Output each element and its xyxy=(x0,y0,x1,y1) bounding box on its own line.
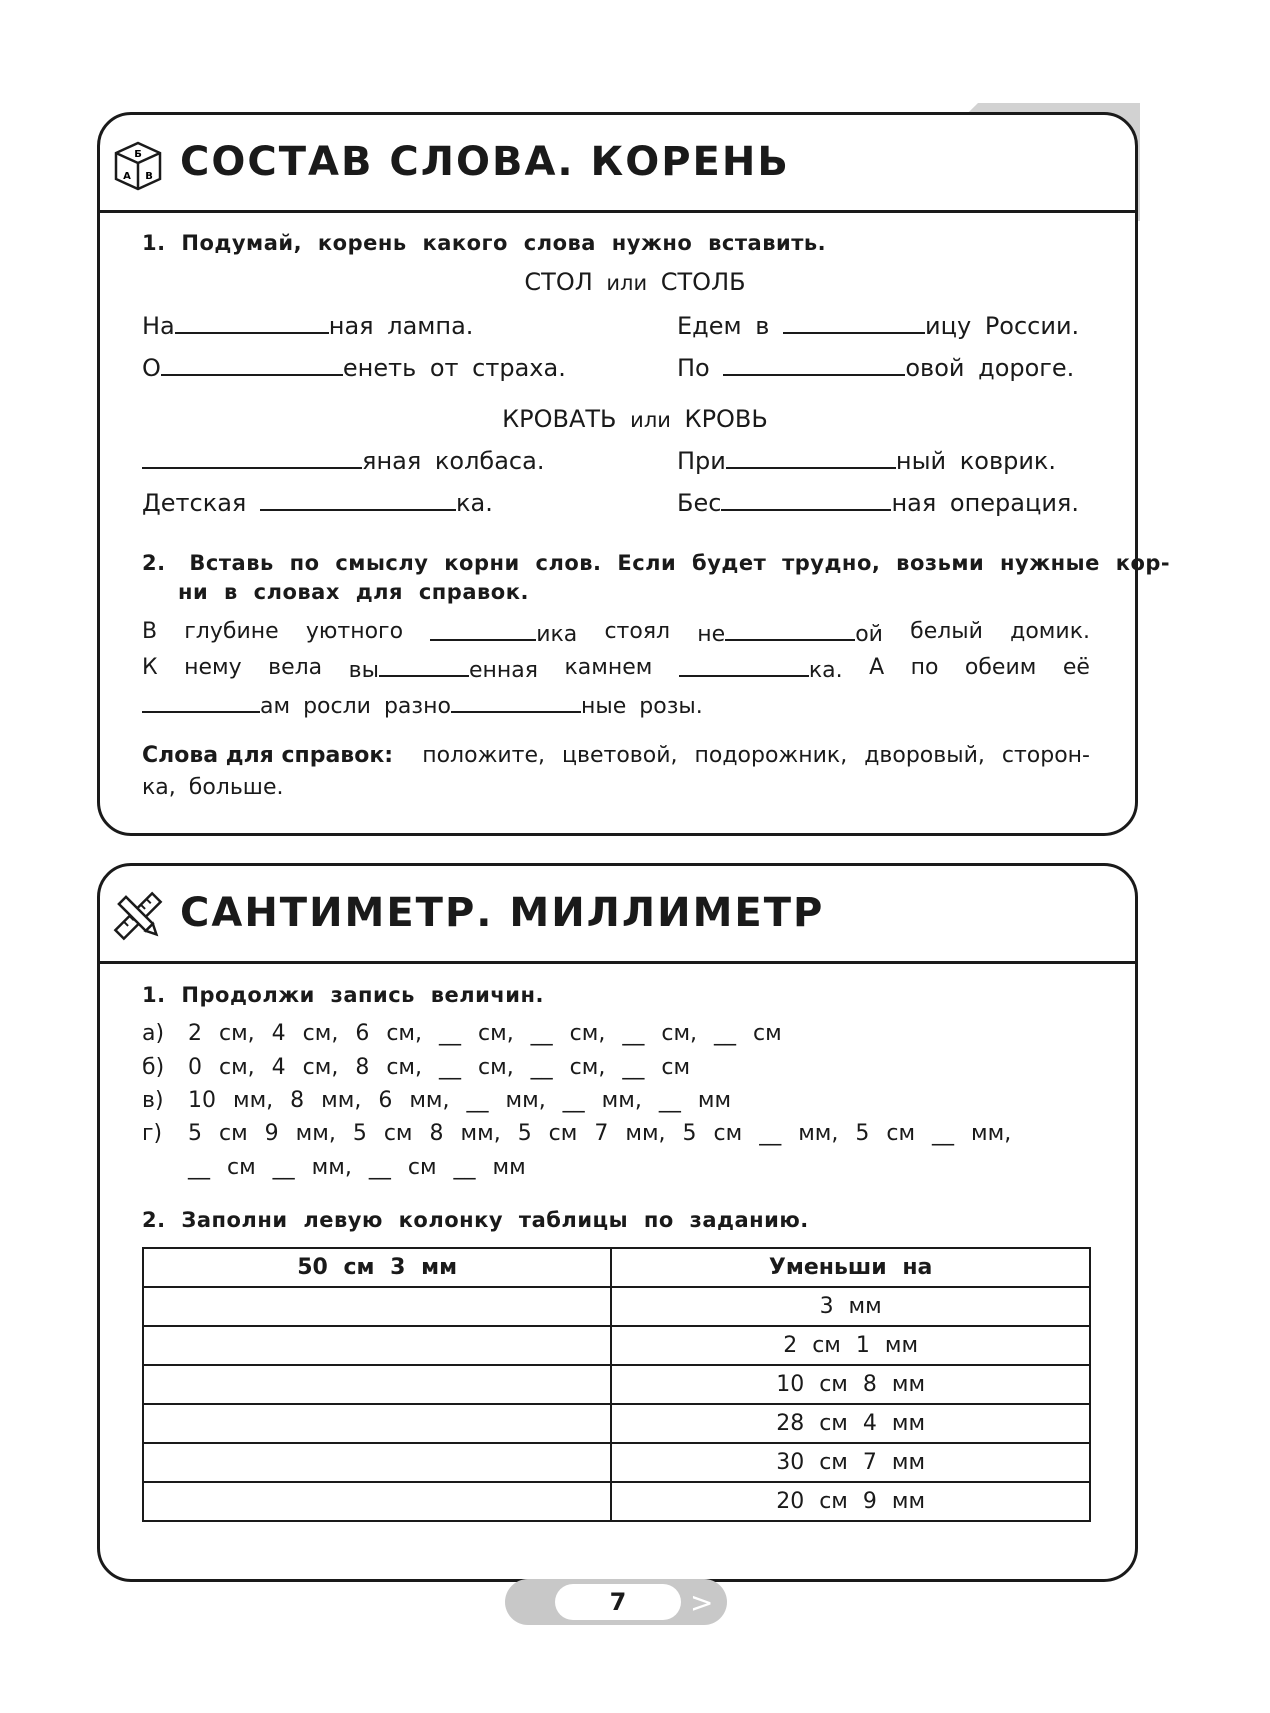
blank[interactable] xyxy=(379,655,469,677)
section-header xyxy=(100,115,1135,213)
header-start-value: 50 см 3 мм xyxy=(143,1248,611,1287)
word-a: КРОВАТЬ xyxy=(502,405,617,433)
reference-label: Слова для справок: xyxy=(142,743,394,768)
blank[interactable] xyxy=(679,655,809,677)
task-number: 2. xyxy=(142,551,166,575)
word-b: СТОЛБ xyxy=(660,268,746,296)
task-text: Продолжи запись величин. xyxy=(181,983,545,1007)
svg-text:А: А xyxy=(123,171,131,182)
task-number: 2. xyxy=(142,1208,166,1232)
text-line-1: В глубине уютного ика стоял не ой белый домик. xyxy=(142,619,1090,647)
table-row xyxy=(143,1443,1090,1482)
blank[interactable] xyxy=(430,619,536,641)
blank[interactable] xyxy=(723,354,905,376)
sequence-row-a: а) 2 см, 4 см, 6 см, __ см, __ см, __ см, __ см xyxy=(142,1021,782,1046)
answer-cell[interactable] xyxy=(143,1287,611,1326)
answer-cell[interactable] xyxy=(143,1365,611,1404)
answer-cell[interactable] xyxy=(143,1482,611,1521)
blank[interactable] xyxy=(726,447,896,469)
fill-line: яная колбаса. xyxy=(142,447,544,475)
task-1-title xyxy=(142,231,826,255)
sequence-row-c: в) 10 мм, 8 мм, 6 мм, __ мм, __ мм, __ мм xyxy=(142,1088,732,1113)
fill-line: О енеть от страха. xyxy=(142,354,566,382)
word-or: или xyxy=(606,271,648,295)
word-pair-2 xyxy=(0,405,1270,433)
word-b: КРОВЬ xyxy=(684,405,768,433)
table-row xyxy=(143,1482,1090,1521)
answer-cell[interactable] xyxy=(143,1443,611,1482)
table-header-row xyxy=(143,1248,1090,1287)
task-number: 1. xyxy=(142,983,166,1007)
word-pair-1 xyxy=(0,268,1270,296)
fill-line: По овой дороге. xyxy=(677,354,1075,382)
fill-line: Едем в ицу России. xyxy=(677,312,1080,340)
svg-text:Б: Б xyxy=(134,149,142,160)
task-1-title xyxy=(142,983,544,1007)
task-2-title xyxy=(142,1208,809,1232)
page-number: 7 xyxy=(555,1584,681,1620)
task-number: 1. xyxy=(142,231,166,255)
word-or: или xyxy=(630,408,671,432)
table-row xyxy=(143,1365,1090,1404)
table-row xyxy=(143,1287,1090,1326)
answer-cell[interactable] xyxy=(143,1326,611,1365)
letter-cube-icon xyxy=(110,137,166,193)
task-text: Вставь по смыслу корни слов. Если будет трудно, возьми нужные кор- xyxy=(189,551,1171,575)
decrease-cell: 30 см 7 мм xyxy=(611,1443,1090,1482)
svg-text:В: В xyxy=(145,171,153,182)
reference-text: положите, цветовой, подорожник, дворовый, сторон- xyxy=(422,743,1090,768)
task-2-title-cont: ни в словах для справок. xyxy=(178,580,529,604)
sequence-row-d: г) 5 см 9 мм, 5 см 8 мм, 5 см 7 мм, 5 см __ мм, 5 см __ мм, xyxy=(142,1121,1012,1146)
ruler-pencil-icon xyxy=(110,888,166,944)
table-row xyxy=(143,1404,1090,1443)
blank[interactable] xyxy=(161,354,343,376)
section-title: САНТИМЕТР. МИЛЛИМЕТР xyxy=(180,890,825,936)
decrease-cell: 2 см 1 мм xyxy=(611,1326,1090,1365)
task-text: Заполни левую колонку таблицы по заданию. xyxy=(181,1208,809,1232)
next-page-arrow-icon[interactable]: > xyxy=(690,1586,714,1619)
blank[interactable] xyxy=(451,691,581,713)
task-text: Подумай, корень какого слова нужно вставить. xyxy=(181,231,827,255)
reference-text-cont: ка, больше. xyxy=(142,775,284,800)
decrease-cell: 28 см 4 мм xyxy=(611,1404,1090,1443)
answer-cell[interactable] xyxy=(143,1404,611,1443)
header-decrease: Уменьши на xyxy=(611,1248,1090,1287)
task-2-title xyxy=(142,551,1170,575)
fill-line: Детская ка. xyxy=(142,489,493,517)
measurement-table xyxy=(142,1247,1091,1522)
sequence-row-b: б) 0 см, 4 см, 8 см, __ см, __ см, __ см xyxy=(142,1055,691,1080)
blank[interactable] xyxy=(142,447,362,469)
reference-words xyxy=(142,743,1090,768)
blank[interactable] xyxy=(142,691,260,713)
blank[interactable] xyxy=(260,489,456,511)
text-line-2: К нему вела вы енная камнем ка. А по обеим её xyxy=(142,655,1090,683)
word-a: СТОЛ xyxy=(524,268,593,296)
section-title: СОСТАВ СЛОВА. КОРЕНЬ xyxy=(180,139,790,185)
fill-line: При ный коврик. xyxy=(677,447,1057,475)
fill-line: Бес ная операция. xyxy=(677,489,1079,517)
decrease-cell: 10 см 8 мм xyxy=(611,1365,1090,1404)
fill-line: На ная лампа. xyxy=(142,312,474,340)
decrease-cell: 3 мм xyxy=(611,1287,1090,1326)
section-header xyxy=(100,866,1135,964)
sequence-row-d-cont: __ см __ мм, __ см __ мм xyxy=(188,1155,526,1180)
text-line-3: ам росли разно ные розы. xyxy=(142,691,703,719)
blank[interactable] xyxy=(783,312,925,334)
blank[interactable] xyxy=(721,489,891,511)
blank[interactable] xyxy=(725,619,855,641)
blank[interactable] xyxy=(175,312,329,334)
decrease-cell: 20 см 9 мм xyxy=(611,1482,1090,1521)
table-row xyxy=(143,1326,1090,1365)
